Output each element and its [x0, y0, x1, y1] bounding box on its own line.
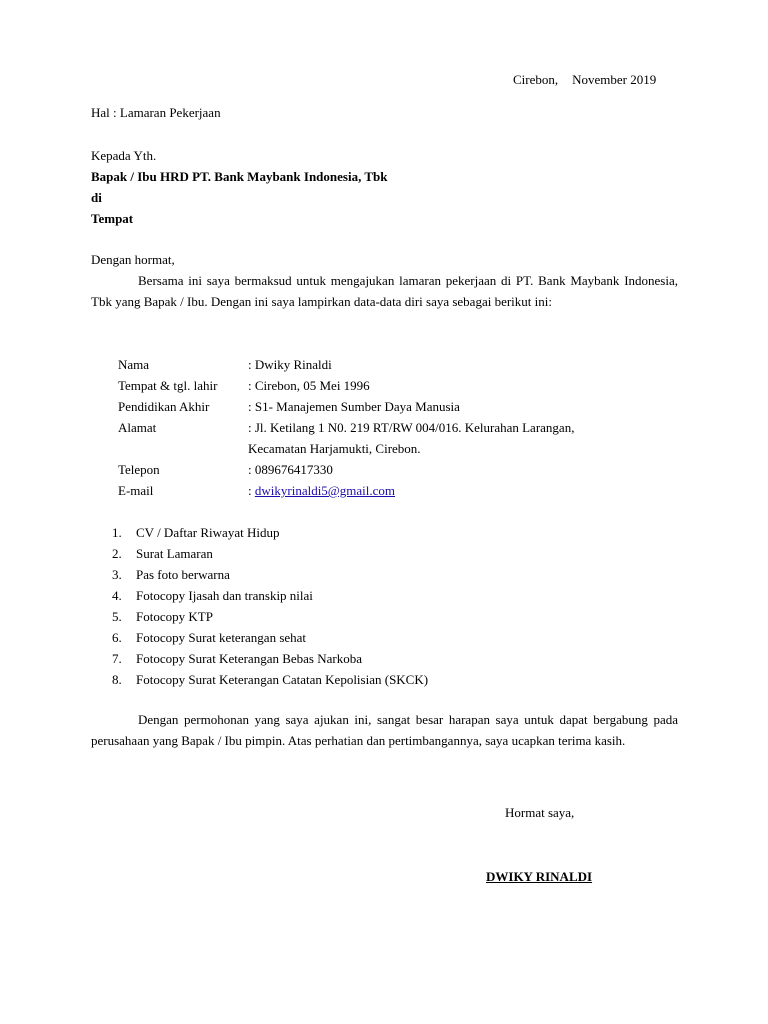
recipient-name: Bapak / Ibu HRD PT. Bank Maybank Indonesia, Tbk: [91, 169, 388, 184]
personal-details: [118, 354, 574, 501]
letter-subject: Hal : Lamaran Pekerjaan: [91, 105, 221, 120]
detail-value: : S1- Manajemen Sumber Daya Manusia: [248, 399, 460, 414]
closing-salutation: Hormat saya,: [505, 805, 575, 820]
detail-label: Tempat & tgl. lahir: [118, 378, 218, 393]
list-item: [112, 585, 428, 606]
detail-value: : Jl. Ketilang 1 N0. 219 RT/RW 004/016. Kelurahan Larangan,: [248, 420, 575, 435]
letter-date: [513, 69, 656, 90]
detail-label: Nama: [118, 357, 150, 372]
list-number: 5.: [112, 609, 122, 624]
list-item: [112, 543, 428, 564]
detail-label: [118, 438, 248, 459]
list-text: Fotocopy KTP: [136, 609, 213, 624]
list-item: [112, 522, 428, 543]
detail-value: Kecamatan Harjamukti, Cirebon.: [248, 441, 421, 456]
signature-name: DWIKY RINALDI: [486, 869, 593, 884]
detail-value: : Cirebon, 05 Mei 1996: [248, 378, 370, 393]
list-text: Fotocopy Surat keterangan sehat: [136, 630, 307, 645]
recipient-di: di: [91, 190, 102, 205]
detail-value: : Dwiky Rinaldi: [248, 357, 332, 372]
detail-label: Alamat: [118, 420, 157, 435]
detail-row-address: [118, 417, 574, 438]
list-number: 1.: [112, 525, 122, 540]
detail-value: [248, 480, 395, 501]
list-text: CV / Daftar Riwayat Hidup: [136, 525, 280, 540]
email-prefix: :: [248, 483, 255, 498]
detail-label: Telepon: [118, 462, 160, 477]
recipient-block: [91, 145, 387, 229]
list-number: 2.: [112, 546, 122, 561]
intro-paragraph: Bersama ini saya bermaksud untuk mengajukan lamaran pekerjaan di PT. Bank Maybank Indonesia, Tbk yang Bapak / Ibu. Dengan ini saya lampirkan data-data diri saya sebagai berikut ini:: [91, 273, 678, 309]
detail-row-phone: [118, 459, 574, 480]
recipient-salutation: Kepada Yth.: [91, 148, 157, 163]
detail-row-address-cont: [118, 438, 574, 459]
closing-paragraph: Dengan permohonan yang saya ajukan ini, sangat besar harapan saya untuk dapat bergabung pada perusahaan yang Bapak / Ibu pimpin. Atas perhatian dan pertimbangannya, saya ucapkan terima kasih.: [91, 712, 678, 748]
list-number: 6.: [112, 630, 122, 645]
list-text: Fotocopy Surat Keterangan Catatan Kepolisian (SKCK): [136, 672, 429, 687]
list-item: [112, 648, 428, 669]
detail-label: E-mail: [118, 483, 154, 498]
detail-row-name: [118, 354, 574, 375]
email-link[interactable]: dwikyrinaldi5@gmail.com: [254, 483, 396, 498]
list-number: 3.: [112, 567, 122, 582]
list-item: [112, 606, 428, 627]
list-item: [112, 669, 428, 690]
recipient-place: Tempat: [91, 211, 134, 226]
list-text: Surat Lamaran: [136, 546, 213, 561]
attachment-list: [112, 522, 428, 690]
detail-value: : 089676417330: [248, 462, 333, 477]
list-text: Pas foto berwarna: [136, 567, 230, 582]
list-text: Fotocopy Surat Keterangan Bebas Narkoba: [136, 651, 362, 666]
list-text: Fotocopy Ijasah dan transkip nilai: [136, 588, 313, 603]
date-value: November 2019: [572, 72, 657, 87]
date-place: Cirebon,: [513, 72, 559, 87]
list-number: 8.: [112, 672, 122, 687]
detail-row-education: [118, 396, 574, 417]
list-item: [112, 564, 428, 585]
detail-row-birth: [118, 375, 574, 396]
detail-row-email: [118, 480, 574, 501]
list-number: 4.: [112, 588, 122, 603]
list-item: [112, 627, 428, 648]
detail-label: Pendidikan Akhir: [118, 399, 210, 414]
list-number: 7.: [112, 651, 122, 666]
greeting: Dengan hormat,: [91, 252, 175, 267]
